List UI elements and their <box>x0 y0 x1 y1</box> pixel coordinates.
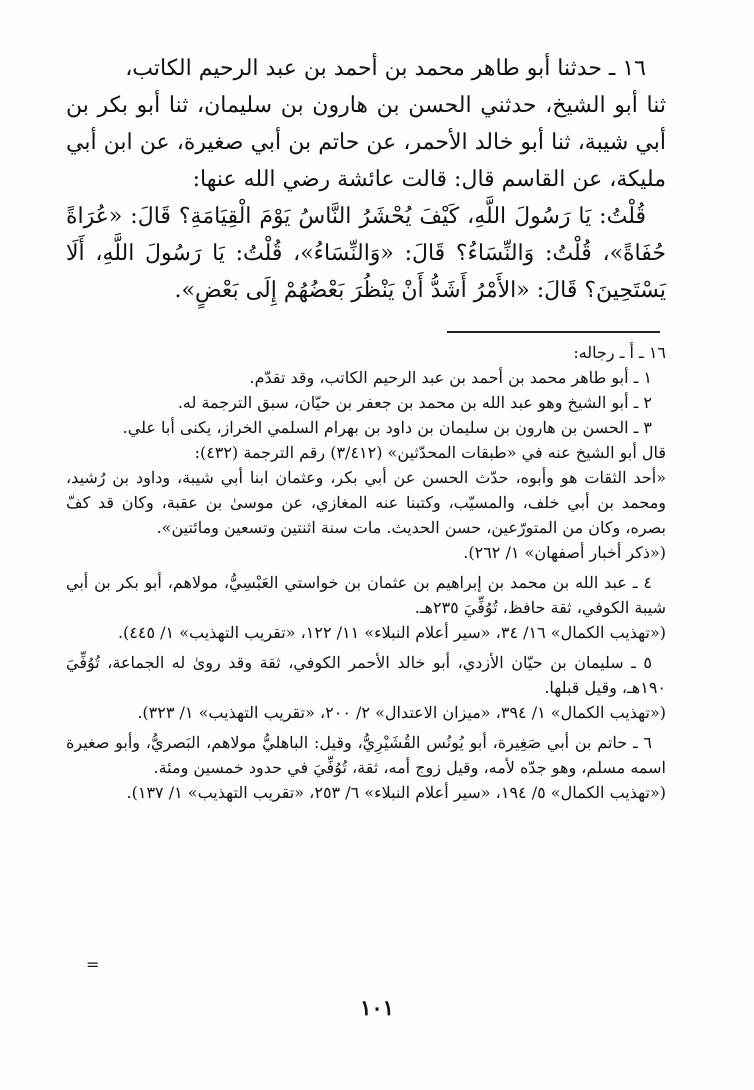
footnotes <box>66 340 666 805</box>
hadith-text <box>66 50 666 309</box>
continuation-mark: = <box>86 955 100 974</box>
hadith-isnad: ثنا أبو الشيخ، حدثني الحسن بن هارون بن سليمان، ثنا أبو بكر بن أبي شيبة، ثنا أبو خالد الأحمر، عن حاتم بن أبي صغيرة، عن ابن أبي مليكة، عن القاسم قال: قالت عائشة رضي الله عنها: <box>66 93 666 192</box>
footnote-narrator-2: ٢ ـ أبو الشيخ وهو عبد الله بن محمد بن جعفر بن حيّان، سبق الترجمة له. <box>177 393 652 412</box>
footnote-heading: ١٦ ـ أ ـ رجاله: <box>573 343 666 362</box>
footnote-narrator-5: ٥ ـ سليمان بن حيّان الأزدي، أبو خالد الأحمر الكوفي، ثقة وقد روىٰ له الجماعة، تُوُفِّيَ ١٩٠هـ، وقيل قبلها. <box>66 653 666 697</box>
footnote-narrator-5-source: («تهذيب الكمال» ١/ ٣٩٤، «ميزان الاعتدال» ٢/ ٢٠٠، «تقريب التهذيب» ١/ ٣٢٣). <box>137 703 666 722</box>
hadith-isnad-first-line: ١٦ ـ حدثنا أبو طاهر محمد بن أحمد بن عبد الرحيم الكاتب، <box>125 56 646 81</box>
footnote-narrator-3-reference: قال أبو الشيخ عنه في «طبقات المحدّثين» (٣/٤١٢) رقم الترجمة (٤٣٢): <box>194 443 666 462</box>
footnote-narrator-3-source: («ذكر أخبار أصفهان» ١/ ٢٦٢). <box>463 543 666 562</box>
footnote-narrator-6: ٦ ـ حاتم بن أبي صَغِيرة، أبو يُونُس القُشَيْرِيُّ، وقيل: الباهليُّ مولاهم، البَصريُّ، وأبو صغيرة اسمه مسلم، وهو جدّه لأمه، وقيل زوج أمه، ثقة، تُوُفِّيَ في حدود خمسين ومئة. <box>66 733 666 777</box>
footnote-narrator-6-source: («تهذيب الكمال» ٥/ ١٩٤، «سير أعلام النبلاء» ٦/ ٢٥٣، «تقريب التهذيب» ١/ ١٣٧). <box>126 783 666 802</box>
footnote-narrator-4-source: («تهذيب الكمال» ١٦/ ٣٤، «سير أعلام النبلاء» ١١/ ١٢٢، «تقريب التهذيب» ١/ ٤٤٥). <box>117 623 666 642</box>
page-number: ١٠١ <box>360 995 394 1020</box>
footnote-narrator-3-quote: «أحد الثقات هو وأبوه، حدّث الحسن عن أبي بكر، وعثمان ابنا أبي شيبة، وداود بن رُشيد، ومحمد بن أبي خلف، والمسيّب، وكتبنا عنه المغازي، عن موسىٰ بن عقبة، وكان قد كفّ بصره، وكان من المتورّعين، حسن الحديث. مات سنة اثنتين وتسعين ومائتين». <box>66 468 667 537</box>
hadith-matn: قُلْتُ: يَا رَسُولَ اللَّهِ، كَيْفَ يُحْشَرُ النَّاسُ يَوْمَ الْقِيَامَةِ؟ قَالَ: «عُرَاةً حُفَاةً»، قُلْتُ: وَالنِّسَاءُ؟ قَالَ: «وَالنِّسَاءُ»، قُلْتُ: يَا رَسُولَ اللَّهِ، أَلَا يَسْتَحِينَ؟ قَالَ: «الأَمْرُ أَشَدُّ أَنْ يَنْظُرَ بَعْضُهُمْ إِلَى بَعْضٍ». <box>66 204 666 303</box>
footnote-narrator-3: ٣ ـ الحسن بن هارون بن سليمان بن داود بن بهرام السلمي الخراز، يكنى أبا علي. <box>122 418 652 437</box>
footnote-narrator-4: ٤ ـ عبد الله بن محمد بن إبراهيم بن عثمان بن خواستي العَبْسِيُّ، مولاهم، أبو بكر بن أبي شيبة الكوفي، ثقة حافظ، تُوُفِّيَ ٢٣٥هـ. <box>66 573 666 617</box>
footnote-narrator-1: ١ ـ أبو طاهر محمد بن أحمد بن عبد الرحيم الكاتب، وقد تقدّم. <box>249 368 652 387</box>
footnote-separator <box>447 331 660 333</box>
